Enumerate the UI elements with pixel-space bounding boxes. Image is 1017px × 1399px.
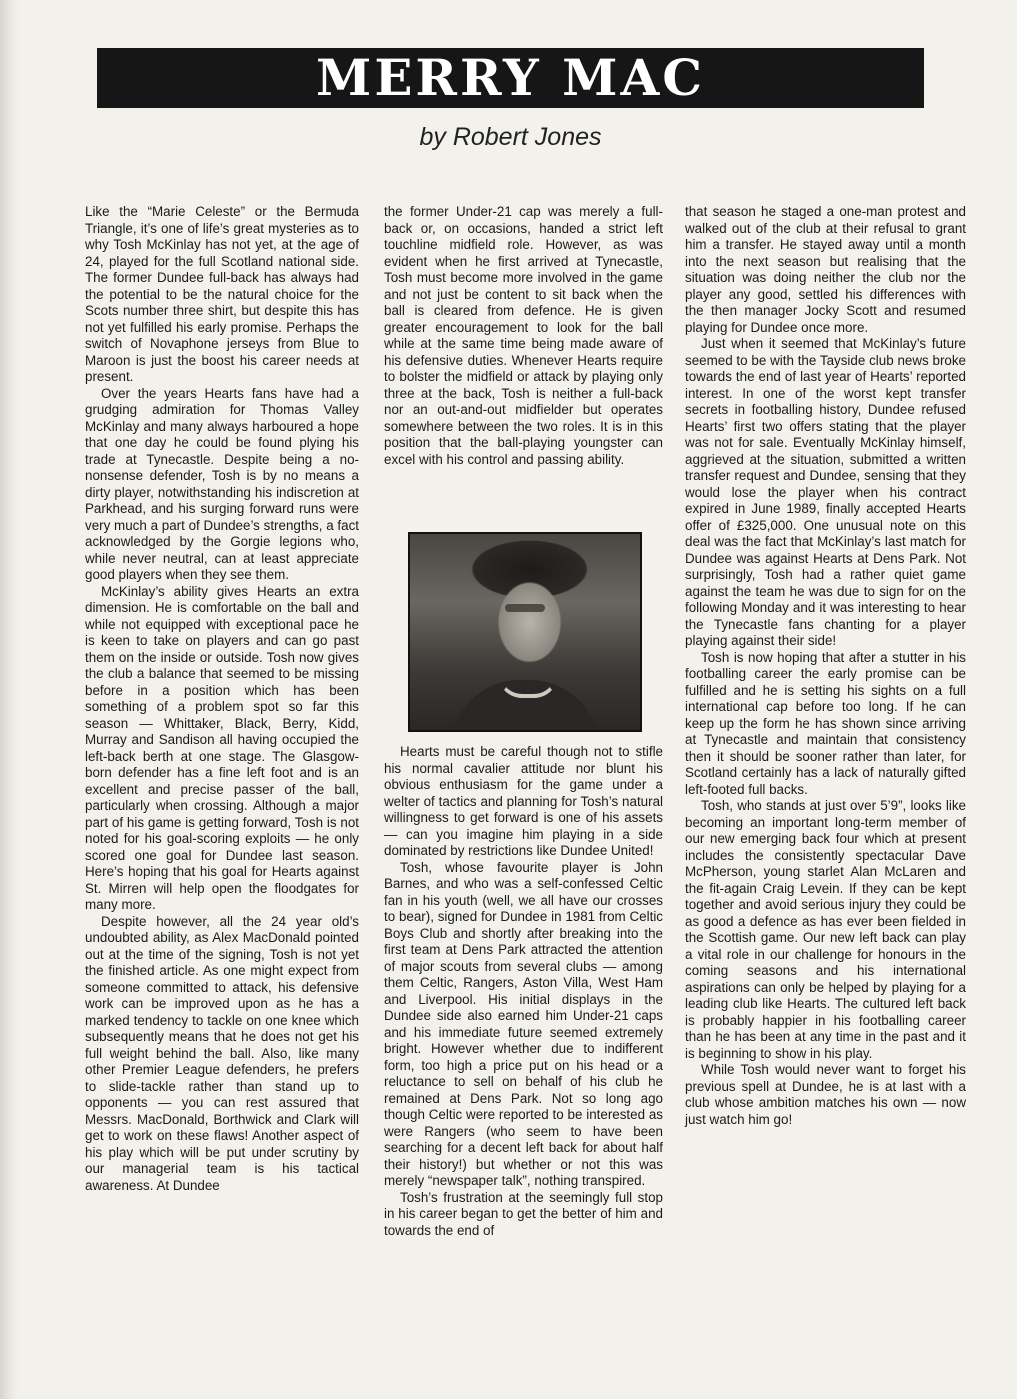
column-2-bottom — [384, 744, 663, 1239]
page-spine — [0, 0, 18, 1399]
paragraph: that season he staged a one-man protest and walked out of the club at their refusal to grant him a transfer. He stayed away until a month into the next season but realising that the situation was doing neither the club nor the player any good, settled his differences with the then manager Jocky Scott and resumed playing for Dundee once more. — [685, 204, 966, 335]
player-photo — [408, 532, 642, 732]
paragraph: While Tosh would never want to forget his previous spell at Dundee, he is at last with a club whose ambition matches his own — now just watch him go! — [685, 1062, 966, 1127]
paragraph: Hearts must be careful though not to stifle his normal cavalier attitude nor blunt his obvious enthusiasm for the game under a welter of tactics and planning for Tosh’s natural willingness to get forward is one of his assets — can you imagine him playing in a side dominated by restrictions like Dundee United! — [384, 744, 663, 858]
paragraph: McKinlay’s ability gives Hearts an extra dimension. He is comfortable on the ball and while not equipped with exceptional pace he is keen to take on players and can go past them on the inside or outside. Tosh now gives the club a balance that seemed to be missing before in a position which has been something of a problem spot so far this season — Whittaker, Black, Berry, Kidd, Murray and Sandison all having occupied the left-back berth at one stage. The Glasgow-born defender has a fine left foot and is an excellent and precise passer of the ball, particularly when crossing. Although a major part of his game is getting forward, Tosh is not noted for his goal-scoring exploits — he only scored one goal for Dundee last season. Here’s hoping that his goal for Hearts against St. Mirren will help open the floodgates for many more. — [85, 583, 359, 912]
title-banner — [97, 48, 924, 108]
column-2-top — [384, 204, 663, 468]
article-title: MERRY MAC — [315, 48, 706, 107]
paragraph: the former Under-21 cap was merely a full-back or, on occasions, handed a strict left touchline midfield role. However, as was evident when he first arrived at Tynecastle, Tosh must become more involved in the game and not just be content to sit back when the ball is cleared from defence. He is given greater encouragement to look for the ball while at the same time being made aware of his defensive duties. Whenever Hearts require to bolster the midfield or attack by playing only three at the back, Tosh is neither a full-back nor an out-and-out midfielder but operates somewhere between the two roles. It is in this position that the ball-playing youngster can excel with his control and passing ability. — [384, 204, 663, 467]
paragraph: Over the years Hearts fans have had a grudging admiration for Thomas Valley McKinlay and many always harboured a hope that one day he could be found plying his trade at Tynecastle. Despite being a no-nonsense defender, Tosh is by no means a dirty player, notwithstanding his indiscretion at Parkhead, and his surging forward runs were very much a part of Dundee’s strengths, a fact acknowledged by the Gorgie legions who, while never neutral, can at least appreciate good players when they see them. — [85, 385, 359, 582]
paragraph: Despite however, all the 24 year old’s undoubted ability, as Alex MacDonald pointed out at the time of the signing, Tosh is not yet the finished article. As one might expect from someone committed to attack, his defensive work can be improved upon as he has a marked tendency to tackle on one knee which subsequently means that he does not get his full weight behind the ball. Also, like many other Premier League defenders, he prefers to slide-tackle rather than stand up to opponents — you can rest assured that Messrs. MacDonald, Borthwick and Clark will get to work on these flaws! Another aspect of his play which will be put under scrutiny by our managerial team is his tactical awareness. At Dundee — [85, 913, 359, 1193]
photo-shading — [505, 604, 545, 612]
article-byline: by Robert Jones — [419, 123, 602, 151]
column-1 — [85, 204, 359, 1194]
paragraph: Just when it seemed that McKinlay’s future seemed to be with the Tayside club news broke towards the end of last year of Hearts’ reported interest. In one of the worst kept transfer secrets in footballing history, Dundee refused Hearts’ first two offers stating that the player was not for sale. Eventually McKinlay himself, aggrieved at the situation, submitted a written transfer request and Dundee, sensing that they would lose the player when his contract expired in June 1989, finally accepted Hearts offer of £325,000. One unusual note on this deal was the fact that McKinlay’s last match for Dundee was against Hearts at Dens Park. Not surprisingly, Tosh had a rather quiet game against the team he was due to sign for on the following Monday and it was interesting to hear the Tynecastle fans chanting for a player playing against their side! — [685, 336, 966, 648]
paragraph: Like the “Marie Celeste” or the Bermuda Triangle, it’s one of life’s great mysteries as to why Tosh McKinlay has not yet, at the age of 24, played for the full Scotland national side. The former Dundee full-back has always had the potential to be the natural choice for the Scots number three shirt, but despite this has not yet fulfilled his early promise. Perhaps the switch of Novaphone jerseys from Blue to Maroon is just the boost his career needs at present. — [85, 204, 359, 384]
paragraph: Tosh, who stands at just over 5’9”, looks like becoming an important long-term member of our new emerging back four which at present includes the consistently spectacular Dave McPherson, young starlet Alan McLaren and the fit-again Craig Levein. If they can be kept together and avoid serious injury they could be as good a defence as has ever been fielded in the Scottish game. Our new left back can play a vital role in our challenge for honours in the coming seasons and his international aspirations can only be helped by playing for a leading club like Hearts. The cultured left back is probably happier in his footballing career than he has been at any time in the past and it is beginning to show in his play. — [685, 798, 966, 1061]
paragraph: Tosh is now hoping that after a stutter in his footballing career the early promise can be fulfilled and he is setting his sights on a full international cap before too long. If he can keep up the form he has shown since arriving at Tynecastle and maintain that consistency then it should be sooner rather than later, for Scotland certainly has a lack of naturally gifted left-footed full backs. — [685, 649, 966, 797]
paragraph: Tosh, whose favourite player is John Barnes, and who was a self-confessed Celtic fan in his youth (well, we all have our crosses to bear), signed for Dundee in 1981 from Celtic Boys Club and shortly after breaking into the first team at Dens Park attracted the attention of major scouts from several clubs — among them Celtic, Rangers, Aston Villa, West Ham and Liverpool. His initial displays in the Dundee side also earned him Under-21 caps and his immediate future seemed extremely bright. However whether due to indifferent form, too high a price put on his head or a reluctance to sell on behalf of his club he remained at Dens Park. Not so long ago though Celtic were reported to be interested as were Rangers (who seem to have been searching for a decent left back for about half their history!) but whether or not this was merely “newspaper talk”, nothing transpired. — [384, 859, 663, 1188]
column-3 — [685, 204, 966, 1128]
paragraph: Tosh’s frustration at the seemingly full stop in his career began to get the better of him and towards the end of — [384, 1189, 663, 1238]
